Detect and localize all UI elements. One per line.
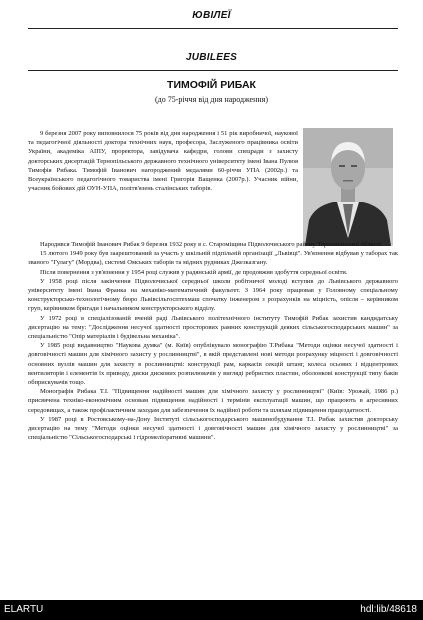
article-title: ТИМОФІЙ РИБАК bbox=[167, 79, 256, 91]
paragraph: 9 березня 2007 року виповнилося 75 років від дня народження і 51 рік виробничої, наукової та педагогічної діяльності доктора технічних наук, професора, Заслуженого працівника освіти України, академіка АІПУ, проректора, завідувача кафедри, голови спецради з захисту докторських дисертацій Тернопільського державного технічного університету імені Івана Пулюя Тимофія Рибака. Тимофій Іванович нагороджений медалями 60-річчя УПА (2002р.) та Всеукраїнського педагогічного товариства імені Григорія Ващенка (2007р.). Учасник війни, учасник бойових дій ОУН-УПА, політв'язень сталінських таборів. bbox=[28, 130, 298, 193]
text-block-main bbox=[28, 240, 398, 442]
paragraph: Після повернення з ув'язнення у 1954 році служив у радянській армії, де продовжив здобуття середньої освіти. bbox=[40, 268, 348, 276]
paragraph: У 1972 році в спеціалізованій вченій раді Львівського політехнічного інституту Тимофій Рибак захистив кандидатську дисертацію на тему: "Дослідження несучої здатності просторових рамних конструкцій деяких сільськогосподарських машин" за спеціальністю "Опір матеріалів і будівельна механіка". bbox=[28, 314, 398, 341]
handle-id: hdl:lib/48618 bbox=[360, 604, 417, 615]
section-title-ua: ЮВІЛЕЇ bbox=[192, 10, 231, 21]
article-subtitle: (до 75-річчя від дня народження) bbox=[155, 95, 268, 104]
text-block-intro bbox=[28, 129, 298, 193]
paragraph: Народився Тимофій Іванович Рибак 9 березня 1932 року в с. Староміщина Підволочиського району Тернопільської області. bbox=[40, 241, 383, 248]
repository-footer-bar bbox=[0, 600, 423, 620]
paragraph: 15 лютого 1949 року був заарештований за участь у шкільній підпільній організації „Львівці". Ув'язнення відбував у таборах так званого "Гулагу" (Мордва), системі Омських таборів та мідних рудниках Джезказгану. bbox=[28, 250, 398, 267]
header-divider-bottom bbox=[28, 70, 398, 71]
paragraph: У 1985 році видавництво "Наукова думка" (м. Київ) опублікувало монографію Т.Рибака "Методи оцінки несучої здатності і довговічності машин для хімічного захисту у рослинництві", в якій представлені нові методи розрахунку міцності і довговічності основних вузлів машин для захисту в рослинництві: конструкції рам, каркасів секцій штанг, колеса осьових і відцентрових вентиляторів і елементів їх приводу, диски дискових розпилювачів у вигляді ребристих пластин, оболонкові конструкції типу баків обприскувачів тощо. bbox=[28, 342, 398, 387]
section-title-en: JUBILEES bbox=[185, 52, 238, 63]
header-divider-top bbox=[28, 28, 398, 29]
paragraph: У 1958 році після закінчення Підволочиської середньої школи робітничої молоді вступив до Львівського державного університету імені Івана Франка на механіко-математичний факультет. З 1964 року працював у Головному спеціальному конструкторсько-технологічному бюро Львівсільгосптехмаш спочатку інженером з розрахунків на міцність, опісля – керівником груп, керівником бригади і начальником конструкторського відділу. bbox=[28, 277, 398, 313]
portrait-photo bbox=[303, 128, 393, 246]
paragraph: У 1987 році в Ростовському-на-Дону Інституті сільськогосподарського машинобудування Т.І. Рибак захистив докторську дисертацію на тему "Методи оцінки несучої здатності і довговічності машин для хімічного захисту у рослинництві" за спеціальністю "Сільськогосподарські і гідромеліоративні машини". bbox=[28, 415, 398, 442]
paragraph: Монографія Рибака Т.І. "Підвищення надійності машин для хімічного захисту у рослинництві" (Київ: Урожай, 1986 р.) присвячена техніко-економічним основам підвищення надійності і термінів експлуатації машин, що працюють в агресивних середовищах, а також профілактичним заходам для забезпечення їх надійної роботи та шляхам підвищення працездатності. bbox=[28, 388, 398, 414]
repository-name: ELARTU bbox=[4, 604, 44, 615]
